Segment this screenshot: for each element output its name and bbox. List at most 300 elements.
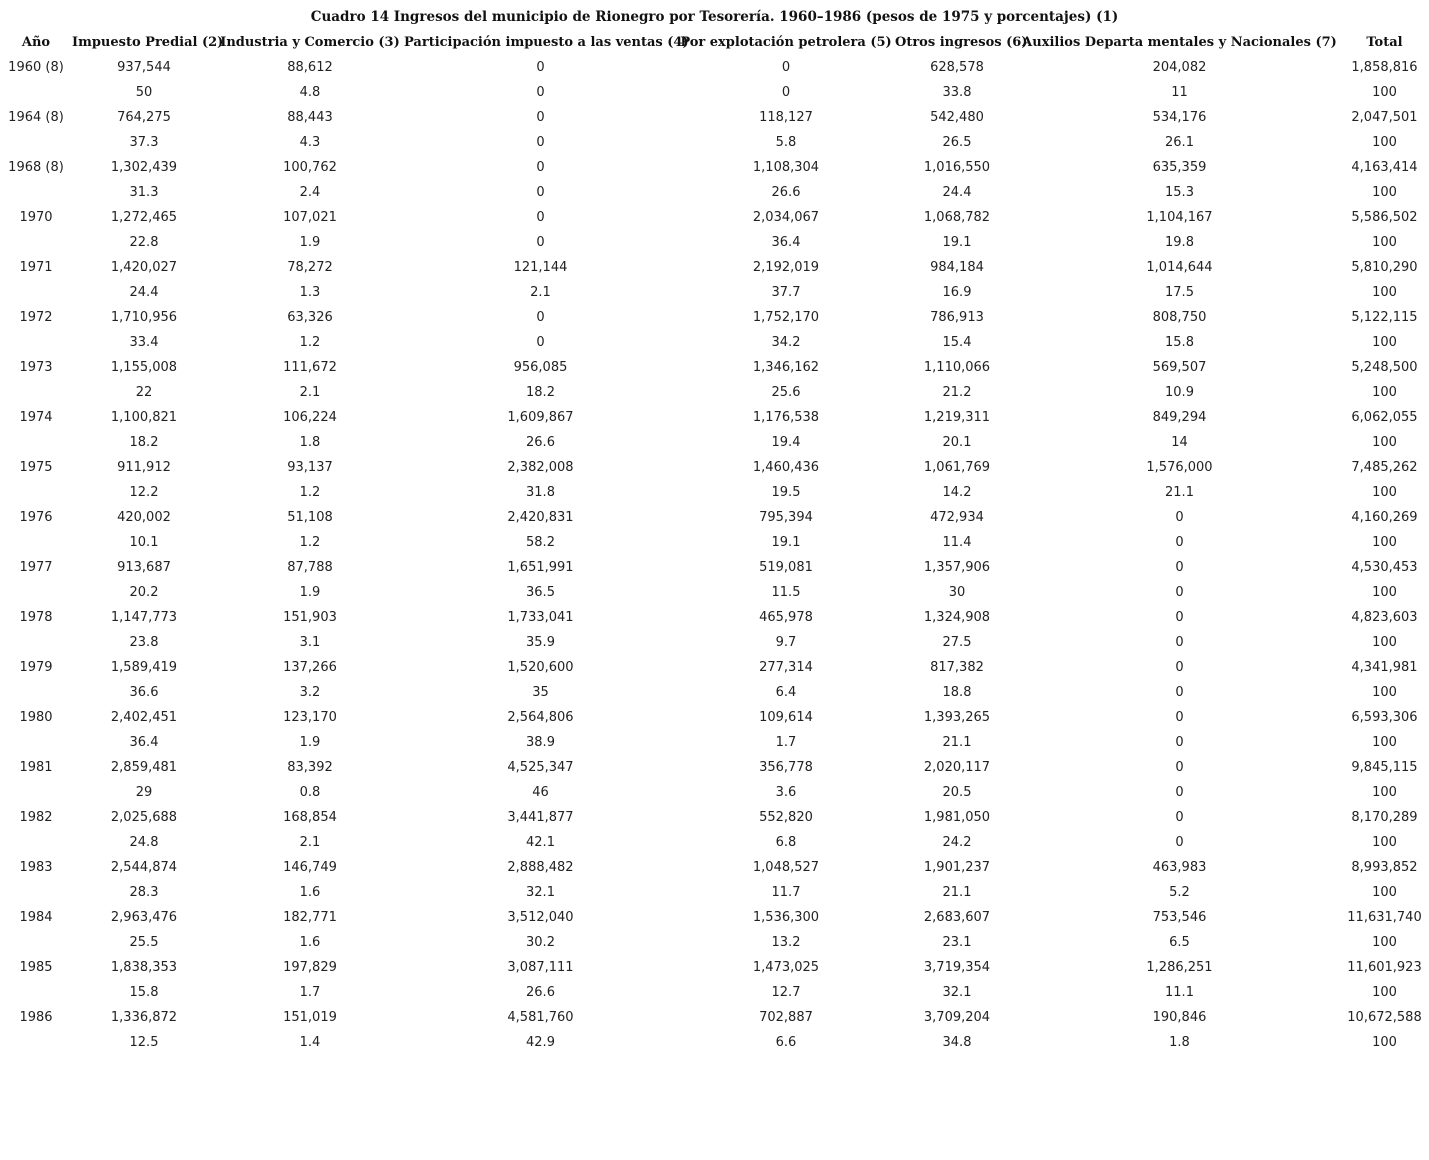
table-body xyxy=(0,55,1429,1055)
table-row xyxy=(0,605,1429,630)
cell-industry-commerce: 3.1 xyxy=(299,635,321,650)
cell-property-tax: 18.2 xyxy=(129,435,159,450)
table-row xyxy=(0,55,1429,80)
cell-oil-exploitation: 356,778 xyxy=(759,760,813,775)
cell-industry-commerce: 78,272 xyxy=(287,260,333,275)
cell-industry-commerce: 1.7 xyxy=(299,985,321,1000)
cell-year xyxy=(0,580,72,605)
cell-sales-tax-share: 0 xyxy=(536,235,545,250)
cell-other-income: 1,110,066 xyxy=(923,360,991,375)
table-row xyxy=(0,880,1429,905)
cell-year: 1976 xyxy=(19,510,53,525)
cell-total: 4,160,269 xyxy=(1351,510,1418,525)
cell-other-income: 2,683,607 xyxy=(923,910,991,925)
cell-year xyxy=(0,530,72,555)
cell-total: 100 xyxy=(1372,685,1397,700)
cell-industry-commerce: 83,392 xyxy=(287,760,333,775)
table-row xyxy=(0,180,1429,205)
cell-oil-exploitation: 34.2 xyxy=(771,335,801,350)
cell-total: 100 xyxy=(1372,135,1397,150)
table-row xyxy=(0,1005,1429,1030)
cell-aid: 0 xyxy=(1175,785,1184,800)
cell-other-income: 11.4 xyxy=(942,535,972,550)
cell-oil-exploitation: 19.1 xyxy=(771,535,801,550)
cell-year: 1977 xyxy=(19,560,53,575)
cell-total: 100 xyxy=(1372,635,1397,650)
cell-sales-tax-share: 35.9 xyxy=(526,635,555,650)
cell-total: 4,163,414 xyxy=(1351,160,1418,175)
table-row xyxy=(0,380,1429,405)
cell-property-tax: 12.2 xyxy=(129,485,159,500)
cell-year: 1974 xyxy=(19,410,53,425)
cell-property-tax: 33.4 xyxy=(129,335,159,350)
cell-year xyxy=(0,680,72,705)
cell-property-tax: 29 xyxy=(135,785,153,800)
cell-property-tax: 25.5 xyxy=(129,935,159,950)
cell-aid: 1,014,644 xyxy=(1146,260,1213,275)
cell-oil-exploitation: 6.8 xyxy=(775,835,797,850)
cell-aid: 11.1 xyxy=(1165,985,1194,1000)
cell-sales-tax-share: 2,888,482 xyxy=(507,860,574,875)
table-row xyxy=(0,580,1429,605)
cell-other-income: 19.1 xyxy=(942,235,972,250)
cell-sales-tax-share: 0 xyxy=(536,60,545,75)
cell-sales-tax-share: 956,085 xyxy=(513,360,568,375)
cell-industry-commerce: 1.9 xyxy=(299,235,321,250)
table-row xyxy=(0,305,1429,330)
table-row xyxy=(0,555,1429,580)
cell-property-tax: 2,963,476 xyxy=(110,910,178,925)
cell-aid: 21.1 xyxy=(1165,485,1194,500)
table-row xyxy=(0,405,1429,430)
cell-sales-tax-share: 32.1 xyxy=(526,885,555,900)
header-row xyxy=(0,30,1429,55)
cell-year xyxy=(0,980,72,1005)
cell-total: 100 xyxy=(1372,235,1397,250)
cell-other-income: 628,578 xyxy=(930,60,984,75)
cell-total: 2,047,501 xyxy=(1351,110,1418,125)
cell-total: 5,586,502 xyxy=(1351,210,1418,225)
cell-total: 100 xyxy=(1372,435,1397,450)
cell-property-tax: 911,912 xyxy=(117,460,171,475)
cell-year: 1981 xyxy=(19,760,53,775)
cell-industry-commerce: 197,829 xyxy=(283,960,337,975)
cell-aid: 0 xyxy=(1175,585,1184,600)
table-row xyxy=(0,630,1429,655)
cell-year: 1975 xyxy=(19,460,53,475)
cell-property-tax: 1,302,439 xyxy=(110,160,178,175)
cell-aid: 635,359 xyxy=(1152,160,1207,175)
table-row xyxy=(0,855,1429,880)
cell-property-tax: 22.8 xyxy=(129,235,159,250)
cell-total: 100 xyxy=(1372,785,1397,800)
cell-property-tax: 1,155,008 xyxy=(110,360,178,375)
cell-oil-exploitation: 11.7 xyxy=(771,885,801,900)
cell-oil-exploitation: 702,887 xyxy=(759,1010,813,1025)
table-row xyxy=(0,255,1429,280)
col-header-oil-exploitation: Por explotación petrolera (5) xyxy=(680,35,892,50)
cell-aid: 808,750 xyxy=(1152,310,1207,325)
cell-sales-tax-share: 1,733,041 xyxy=(507,610,574,625)
cell-industry-commerce: 151,903 xyxy=(283,610,337,625)
cell-industry-commerce: 1.2 xyxy=(299,485,321,500)
cell-industry-commerce: 2.1 xyxy=(299,835,321,850)
col-header-aid: Auxilios Departa mentales y Nacionales (7) xyxy=(1022,35,1337,50)
cell-total: 100 xyxy=(1372,285,1397,300)
cell-sales-tax-share: 31.8 xyxy=(526,485,555,500)
cell-other-income: 3,719,354 xyxy=(923,960,991,975)
cell-other-income: 21.2 xyxy=(942,385,972,400)
cell-industry-commerce: 106,224 xyxy=(283,410,337,425)
cell-aid: 190,846 xyxy=(1152,1010,1207,1025)
cell-oil-exploitation: 118,127 xyxy=(759,110,813,125)
cell-aid: 10.9 xyxy=(1165,385,1194,400)
cell-property-tax: 37.3 xyxy=(129,135,159,150)
cell-oil-exploitation: 11.5 xyxy=(771,585,801,600)
table-row xyxy=(0,980,1429,1005)
cell-industry-commerce: 1.3 xyxy=(299,285,321,300)
cell-other-income: 20.1 xyxy=(942,435,972,450)
cell-total: 100 xyxy=(1372,85,1397,100)
cell-other-income: 984,184 xyxy=(930,260,984,275)
cell-sales-tax-share: 3,087,111 xyxy=(507,960,574,975)
cell-aid: 15.3 xyxy=(1165,185,1194,200)
cell-other-income: 23.1 xyxy=(942,935,972,950)
cell-sales-tax-share: 0 xyxy=(536,210,545,225)
cell-industry-commerce: 1.6 xyxy=(299,885,321,900)
table-row xyxy=(0,530,1429,555)
cell-other-income: 32.1 xyxy=(942,985,972,1000)
cell-sales-tax-share: 0 xyxy=(536,85,545,100)
cell-other-income: 33.8 xyxy=(942,85,972,100)
cell-other-income: 3,709,204 xyxy=(923,1010,991,1025)
cell-total: 1,858,816 xyxy=(1351,60,1418,75)
cell-total: 100 xyxy=(1372,185,1397,200)
cell-sales-tax-share: 2,420,831 xyxy=(507,510,574,525)
cell-year: 1964 (8) xyxy=(8,110,64,125)
col-header-sales-tax-share: Participación impuesto a las ventas (4) xyxy=(404,35,689,50)
cell-aid: 1.8 xyxy=(1169,1035,1190,1050)
cell-sales-tax-share: 2.1 xyxy=(530,285,551,300)
table-row xyxy=(0,230,1429,255)
cell-year: 1984 xyxy=(19,910,53,925)
cell-sales-tax-share: 2,382,008 xyxy=(507,460,574,475)
cell-aid: 1,576,000 xyxy=(1146,460,1213,475)
cell-total: 100 xyxy=(1372,985,1397,1000)
cell-aid: 534,176 xyxy=(1152,110,1207,125)
table-row xyxy=(0,805,1429,830)
table-row xyxy=(0,905,1429,930)
table-row xyxy=(0,105,1429,130)
cell-year xyxy=(0,780,72,805)
cell-property-tax: 24.4 xyxy=(129,285,159,300)
table-row xyxy=(0,505,1429,530)
cell-sales-tax-share: 0 xyxy=(536,160,545,175)
cell-aid: 14 xyxy=(1171,435,1188,450)
cell-aid: 753,546 xyxy=(1152,910,1207,925)
cell-oil-exploitation: 6.6 xyxy=(775,1035,797,1050)
cell-oil-exploitation: 0 xyxy=(781,85,791,100)
cell-industry-commerce: 1.9 xyxy=(299,735,321,750)
cell-other-income: 14.2 xyxy=(942,485,972,500)
cell-sales-tax-share: 18.2 xyxy=(526,385,555,400)
cell-year xyxy=(0,330,72,355)
cell-other-income: 1,357,906 xyxy=(923,560,991,575)
cell-oil-exploitation: 1.7 xyxy=(775,735,797,750)
cell-sales-tax-share: 3,512,040 xyxy=(507,910,574,925)
cell-oil-exploitation: 1,346,162 xyxy=(752,360,820,375)
cell-property-tax: 12.5 xyxy=(129,1035,159,1050)
cell-property-tax: 420,002 xyxy=(117,510,171,525)
cell-year: 1968 (8) xyxy=(8,160,64,175)
cell-aid: 1,286,251 xyxy=(1146,960,1213,975)
cell-property-tax: 764,275 xyxy=(117,110,171,125)
cell-aid: 0 xyxy=(1175,810,1184,825)
cell-industry-commerce: 182,771 xyxy=(283,910,337,925)
cell-year: 1973 xyxy=(19,360,53,375)
cell-total: 5,122,115 xyxy=(1351,310,1418,325)
cell-aid: 11 xyxy=(1171,85,1188,100)
cell-industry-commerce: 1.4 xyxy=(299,1035,321,1050)
cell-other-income: 30 xyxy=(948,585,966,600)
cell-total: 100 xyxy=(1372,385,1397,400)
cell-year: 1982 xyxy=(19,810,53,825)
cell-aid: 0 xyxy=(1175,610,1184,625)
cell-other-income: 1,016,550 xyxy=(923,160,991,175)
cell-sales-tax-share: 3,441,877 xyxy=(507,810,574,825)
cell-sales-tax-share: 30.2 xyxy=(526,935,555,950)
cell-aid: 0 xyxy=(1175,710,1184,725)
cell-aid: 569,507 xyxy=(1152,360,1207,375)
cell-industry-commerce: 1.2 xyxy=(299,535,321,550)
cell-year: 1978 xyxy=(19,610,53,625)
cell-year: 1960 (8) xyxy=(8,60,64,75)
cell-total: 100 xyxy=(1372,885,1397,900)
cell-oil-exploitation: 37.7 xyxy=(771,285,801,300)
cell-oil-exploitation: 0 xyxy=(781,60,791,75)
cell-total: 100 xyxy=(1372,835,1397,850)
cell-year xyxy=(0,430,72,455)
cell-sales-tax-share: 4,525,347 xyxy=(507,760,574,775)
cell-property-tax: 2,859,481 xyxy=(110,760,178,775)
cell-other-income: 16.9 xyxy=(942,285,972,300)
table-row xyxy=(0,80,1429,105)
cell-total: 100 xyxy=(1372,485,1397,500)
income-table xyxy=(0,30,1429,1055)
cell-property-tax: 10.1 xyxy=(129,535,159,550)
cell-industry-commerce: 111,672 xyxy=(283,360,337,375)
cell-oil-exploitation: 1,460,436 xyxy=(752,460,820,475)
cell-oil-exploitation: 1,536,300 xyxy=(752,910,820,925)
cell-oil-exploitation: 25.6 xyxy=(771,385,801,400)
cell-total: 100 xyxy=(1372,535,1397,550)
cell-property-tax: 28.3 xyxy=(129,885,159,900)
cell-industry-commerce: 88,612 xyxy=(287,60,333,75)
table-row xyxy=(0,705,1429,730)
cell-property-tax: 1,710,956 xyxy=(110,310,178,325)
cell-other-income: 817,382 xyxy=(930,660,984,675)
cell-other-income: 24.2 xyxy=(942,835,972,850)
table-row xyxy=(0,755,1429,780)
cell-industry-commerce: 1.9 xyxy=(299,585,321,600)
cell-sales-tax-share: 0 xyxy=(536,310,545,325)
cell-year xyxy=(0,480,72,505)
table-row xyxy=(0,780,1429,805)
col-header-other-income: Otros ingresos (6) xyxy=(895,35,1028,50)
cell-industry-commerce: 0.8 xyxy=(299,785,321,800)
cell-year: 1970 xyxy=(19,210,53,225)
cell-property-tax: 1,272,465 xyxy=(110,210,178,225)
cell-oil-exploitation: 1,752,170 xyxy=(752,310,820,325)
cell-aid: 204,082 xyxy=(1152,60,1207,75)
cell-other-income: 18.8 xyxy=(942,685,972,700)
cell-year xyxy=(0,730,72,755)
cell-industry-commerce: 100,762 xyxy=(283,160,337,175)
cell-industry-commerce: 1.6 xyxy=(299,935,321,950)
cell-other-income: 1,068,782 xyxy=(923,210,991,225)
cell-total: 100 xyxy=(1372,335,1397,350)
table-row xyxy=(0,130,1429,155)
cell-year: 1972 xyxy=(19,310,53,325)
cell-industry-commerce: 3.2 xyxy=(299,685,321,700)
table-row xyxy=(0,655,1429,680)
cell-industry-commerce: 123,170 xyxy=(283,710,337,725)
cell-sales-tax-share: 4,581,760 xyxy=(507,1010,574,1025)
cell-other-income: 1,219,311 xyxy=(923,410,991,425)
cell-year xyxy=(0,930,72,955)
cell-oil-exploitation: 26.6 xyxy=(771,185,801,200)
cell-total: 10,672,588 xyxy=(1347,1010,1422,1025)
cell-industry-commerce: 1.8 xyxy=(299,435,321,450)
cell-aid: 26.1 xyxy=(1165,135,1194,150)
table-row xyxy=(0,730,1429,755)
cell-year: 1971 xyxy=(19,260,53,275)
cell-total: 8,993,852 xyxy=(1351,860,1418,875)
cell-other-income: 786,913 xyxy=(930,310,984,325)
cell-sales-tax-share: 35 xyxy=(532,685,549,700)
cell-industry-commerce: 2.1 xyxy=(299,385,321,400)
table-row xyxy=(0,955,1429,980)
cell-sales-tax-share: 0 xyxy=(536,135,545,150)
table-title: Cuadro 14 Ingresos del municipio de Rionegro por Tesorería. 1960–1986 (pesos de 1975 y porcentajes) (1) xyxy=(310,9,1119,25)
col-header-year: Año xyxy=(21,35,51,50)
cell-oil-exploitation: 519,081 xyxy=(759,560,813,575)
cell-oil-exploitation: 6.4 xyxy=(775,685,797,700)
cell-total: 100 xyxy=(1372,735,1397,750)
cell-total: 6,593,306 xyxy=(1351,710,1418,725)
col-header-total: Total xyxy=(1366,35,1403,50)
cell-aid: 0 xyxy=(1175,635,1184,650)
cell-property-tax: 2,544,874 xyxy=(110,860,178,875)
cell-year: 1979 xyxy=(19,660,53,675)
cell-industry-commerce: 107,021 xyxy=(283,210,337,225)
table-row xyxy=(0,355,1429,380)
table-row xyxy=(0,680,1429,705)
cell-sales-tax-share: 46 xyxy=(532,785,549,800)
cell-total: 11,631,740 xyxy=(1347,910,1422,925)
cell-oil-exploitation: 109,614 xyxy=(759,710,813,725)
cell-industry-commerce: 146,749 xyxy=(283,860,337,875)
cell-aid: 6.5 xyxy=(1169,935,1190,950)
cell-aid: 849,294 xyxy=(1152,410,1207,425)
cell-other-income: 542,480 xyxy=(930,110,984,125)
cell-oil-exploitation: 277,314 xyxy=(759,660,813,675)
cell-aid: 0 xyxy=(1175,560,1184,575)
table-row xyxy=(0,930,1429,955)
cell-property-tax: 24.8 xyxy=(129,835,159,850)
table-row xyxy=(0,280,1429,305)
cell-total: 7,485,262 xyxy=(1351,460,1418,475)
cell-sales-tax-share: 1,520,600 xyxy=(507,660,574,675)
cell-year: 1983 xyxy=(19,860,53,875)
cell-industry-commerce: 63,326 xyxy=(287,310,333,325)
cell-industry-commerce: 4.3 xyxy=(299,135,321,150)
cell-aid: 1,104,167 xyxy=(1146,210,1213,225)
cell-property-tax: 937,544 xyxy=(117,60,171,75)
cell-total: 100 xyxy=(1372,1035,1397,1050)
cell-other-income: 21.1 xyxy=(942,885,972,900)
cell-property-tax: 1,420,027 xyxy=(110,260,178,275)
cell-other-income: 1,061,769 xyxy=(923,460,991,475)
cell-oil-exploitation: 1,473,025 xyxy=(752,960,820,975)
cell-oil-exploitation: 1,176,538 xyxy=(752,410,820,425)
cell-other-income: 1,901,237 xyxy=(923,860,991,875)
cell-aid: 463,983 xyxy=(1152,860,1207,875)
cell-total: 4,530,453 xyxy=(1351,560,1418,575)
cell-sales-tax-share: 58.2 xyxy=(526,535,555,550)
cell-other-income: 21.1 xyxy=(942,735,972,750)
cell-property-tax: 50 xyxy=(135,85,153,100)
cell-other-income: 24.4 xyxy=(942,185,972,200)
cell-sales-tax-share: 42.1 xyxy=(526,835,555,850)
col-header-industry-commerce: Industria y Comercio (3) xyxy=(220,35,400,50)
cell-other-income: 1,324,908 xyxy=(923,610,991,625)
cell-year xyxy=(0,80,72,105)
cell-sales-tax-share: 38.9 xyxy=(526,735,555,750)
cell-oil-exploitation: 19.4 xyxy=(771,435,801,450)
cell-other-income: 1,393,265 xyxy=(923,710,991,725)
cell-year xyxy=(0,630,72,655)
cell-sales-tax-share: 26.6 xyxy=(526,435,555,450)
cell-property-tax: 1,100,821 xyxy=(110,410,178,425)
cell-sales-tax-share: 2,564,806 xyxy=(507,710,574,725)
cell-total: 4,341,981 xyxy=(1351,660,1418,675)
table-row xyxy=(0,430,1429,455)
cell-sales-tax-share: 1,609,867 xyxy=(507,410,574,425)
cell-sales-tax-share: 0 xyxy=(536,185,545,200)
cell-property-tax: 36.4 xyxy=(129,735,159,750)
cell-aid: 0 xyxy=(1175,535,1184,550)
cell-year: 1985 xyxy=(19,960,53,975)
cell-year: 1986 xyxy=(19,1010,53,1025)
cell-property-tax: 20.2 xyxy=(129,585,159,600)
cell-other-income: 1,981,050 xyxy=(923,810,991,825)
cell-aid: 19.8 xyxy=(1165,235,1194,250)
cell-total: 9,845,115 xyxy=(1351,760,1418,775)
cell-oil-exploitation: 1,048,527 xyxy=(752,860,820,875)
cell-oil-exploitation: 12.7 xyxy=(771,985,801,1000)
cell-aid: 0 xyxy=(1175,510,1184,525)
cell-aid: 0 xyxy=(1175,760,1184,775)
cell-sales-tax-share: 26.6 xyxy=(526,985,555,1000)
table-row xyxy=(0,330,1429,355)
cell-year: 1980 xyxy=(19,710,53,725)
cell-aid: 17.5 xyxy=(1165,285,1194,300)
cell-total: 5,810,290 xyxy=(1351,260,1418,275)
cell-aid: 0 xyxy=(1175,735,1184,750)
cell-industry-commerce: 88,443 xyxy=(287,110,333,125)
cell-property-tax: 15.8 xyxy=(129,985,159,1000)
